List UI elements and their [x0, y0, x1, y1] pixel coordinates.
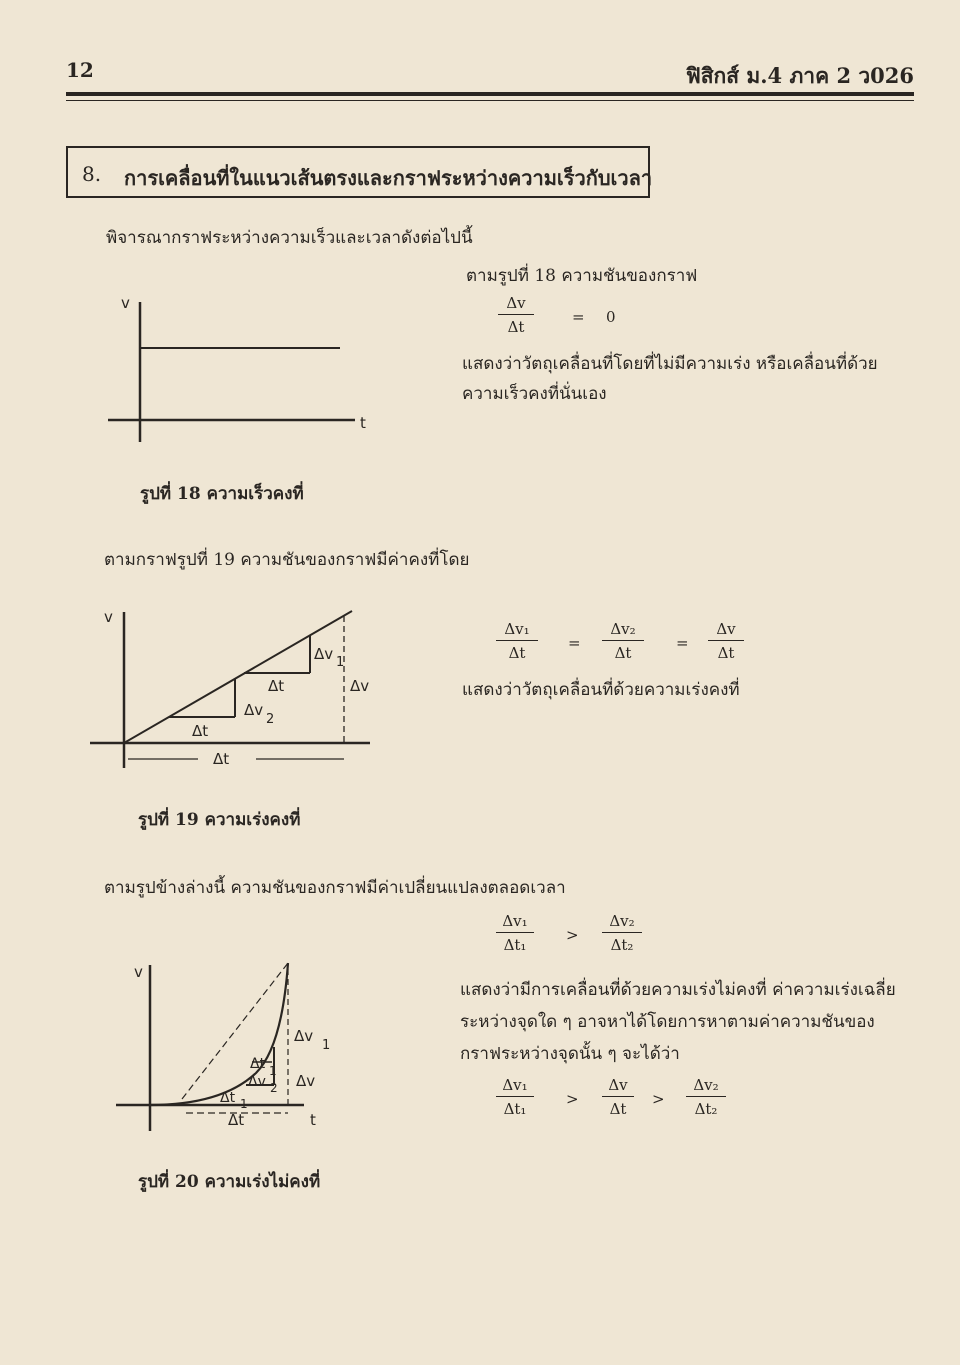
label-dv1-sub: 1	[322, 1038, 331, 1053]
label-dv1: Δv	[294, 1027, 314, 1045]
fig20-eq2-fraction-3	[686, 1076, 726, 1118]
fig19-intro: ตามกราฟรูปที่ 19 ความชันของกราฟมีค่าคงที่โดย	[104, 550, 470, 570]
fig19-fraction-1	[496, 620, 538, 662]
fig18-text-line1: ตามรูปที่ 18 ความชันของกราฟ	[466, 266, 698, 286]
label-dt-small: Δt	[192, 722, 209, 740]
fig20-text-line1: แสดงว่ามีการเคลื่อนที่ด้วยความเร่งไม่คงที่ ค่าความเร่งเฉลี่ย	[460, 980, 896, 1000]
fig19-fraction-3	[708, 620, 744, 662]
label-dt-total: Δt	[213, 750, 230, 768]
figure-19-caption: รูปที่ 19 ความเร่งคงที่	[138, 810, 301, 830]
figure-20-caption: รูปที่ 20 ความเร่งไม่คงที่	[138, 1172, 321, 1192]
axis-label-v: v	[121, 294, 130, 312]
label-dv2-sub: 2	[266, 712, 275, 727]
fig20-eq1-f1-num: Δv₁	[496, 912, 534, 933]
section-title: การเคลื่อนที่ในแนวเส้นตรงและกราฟระหว่างความเร็วกับเวลา	[124, 166, 653, 190]
increasing-slope-curve	[150, 963, 288, 1105]
intro-text: พิจารณากราฟระหว่างความเร็วและเวลาดังต่อไปนี้	[106, 228, 473, 248]
fig19-f2-num: Δv₂	[602, 620, 644, 641]
fig18-equals: =	[572, 308, 585, 326]
fig19-text: แสดงว่าวัตถุเคลื่อนที่ด้วยความเร่งคงที่	[462, 680, 740, 700]
label-dv2-sub: 2	[270, 1081, 278, 1095]
fig20-eq1-op: >	[566, 926, 579, 944]
fig20-eq2-op1: >	[566, 1090, 579, 1108]
header-title: ฟิสิกส์ ม.4 ภาค 2 ว026	[685, 63, 914, 88]
section-number: 8.	[82, 162, 102, 186]
fig19-f2-den: Δt	[614, 644, 632, 662]
fig20-text-line2: ระหว่างจุดใด ๆ อาจหาได้โดยการหาตามค่าความชันของ	[460, 1012, 875, 1032]
label-dt1-top-sub: 1	[269, 1064, 277, 1078]
label-dt1-bottom-sub: 1	[240, 1097, 248, 1111]
label-dv: Δv	[296, 1072, 316, 1090]
fig18-rhs: 0	[606, 308, 616, 326]
label-dv1-sub: 1	[336, 655, 345, 670]
fig19-f3-num: Δv	[708, 620, 744, 641]
label-dv1: Δv	[314, 645, 334, 663]
fig19-op2: =	[676, 634, 689, 652]
axis-label-v: v	[104, 608, 113, 626]
axis-label-t: t	[360, 414, 366, 432]
fig19-fraction-2	[602, 620, 644, 662]
fig20-eq1-f1-den: Δt₁	[503, 936, 527, 954]
label-dv-total: Δv	[350, 677, 370, 695]
constant-slope-line	[124, 611, 352, 743]
fig20-eq2-f1-den: Δt₁	[503, 1100, 527, 1118]
label-dt1-top: Δt	[250, 1056, 266, 1072]
secant-dashed-line	[182, 963, 288, 1099]
page-number: 12	[66, 58, 94, 82]
figure-19-graph	[88, 600, 388, 775]
fig19-f3-den: Δt	[717, 644, 735, 662]
fig20-eq2-f2-num: Δv	[602, 1076, 634, 1097]
fig20-text-line3: กราฟระหว่างจุดนั้น ๆ จะได้ว่า	[460, 1044, 680, 1064]
fig20-eq1-f2-den: Δt₂	[610, 936, 634, 954]
header-rule-thin	[66, 100, 914, 101]
fig20-intro: ตามรูปข้างล่างนี้ ความชันของกราฟมีค่าเปลี่ยนแปลงตลอดเวลา	[104, 878, 566, 898]
label-dv2: Δv	[248, 1074, 266, 1090]
fig18-numerator: Δv	[498, 294, 534, 315]
fig20-eq1-fraction-1	[496, 912, 534, 954]
fig18-denominator: Δt	[507, 318, 525, 336]
fig20-eq1-fraction-2	[602, 912, 642, 954]
fig18-text-line2: แสดงว่าวัตถุเคลื่อนที่โดยที่ไม่มีความเร่ง หรือเคลื่อนที่ด้วย	[462, 354, 878, 374]
label-dt1-bottom: Δt	[220, 1090, 236, 1106]
figure-18-caption: รูปที่ 18 ความเร็วคงที่	[140, 484, 304, 504]
axis-label-v: v	[134, 963, 143, 981]
fig18-text-line3: ความเร็วคงที่นั่นเอง	[462, 384, 607, 404]
label-dv2: Δv	[244, 701, 264, 719]
figure-18-graph	[100, 290, 390, 450]
fig20-eq2-op2: >	[652, 1090, 665, 1108]
fig20-eq2-f1-num: Δv₁	[496, 1076, 534, 1097]
fig20-eq2-f3-den: Δt₂	[694, 1100, 718, 1118]
fig20-eq2-fraction-1	[496, 1076, 534, 1118]
fig19-f1-den: Δt	[508, 644, 526, 662]
fig20-eq2-f2-den: Δt	[609, 1100, 627, 1118]
figure-20-graph	[112, 955, 337, 1135]
axis-label-t: t	[310, 1111, 316, 1129]
fig20-eq2-f3-num: Δv₂	[686, 1076, 726, 1097]
label-dt: Δt	[228, 1111, 245, 1129]
fig18-fraction	[498, 294, 534, 336]
label-dt-medium: Δt	[268, 677, 285, 695]
fig20-eq1-f2-num: Δv₂	[602, 912, 642, 933]
fig20-eq2-fraction-2	[602, 1076, 634, 1118]
header-rule-thick	[66, 92, 914, 96]
fig19-op1: =	[568, 634, 581, 652]
fig19-f1-num: Δv₁	[496, 620, 538, 641]
